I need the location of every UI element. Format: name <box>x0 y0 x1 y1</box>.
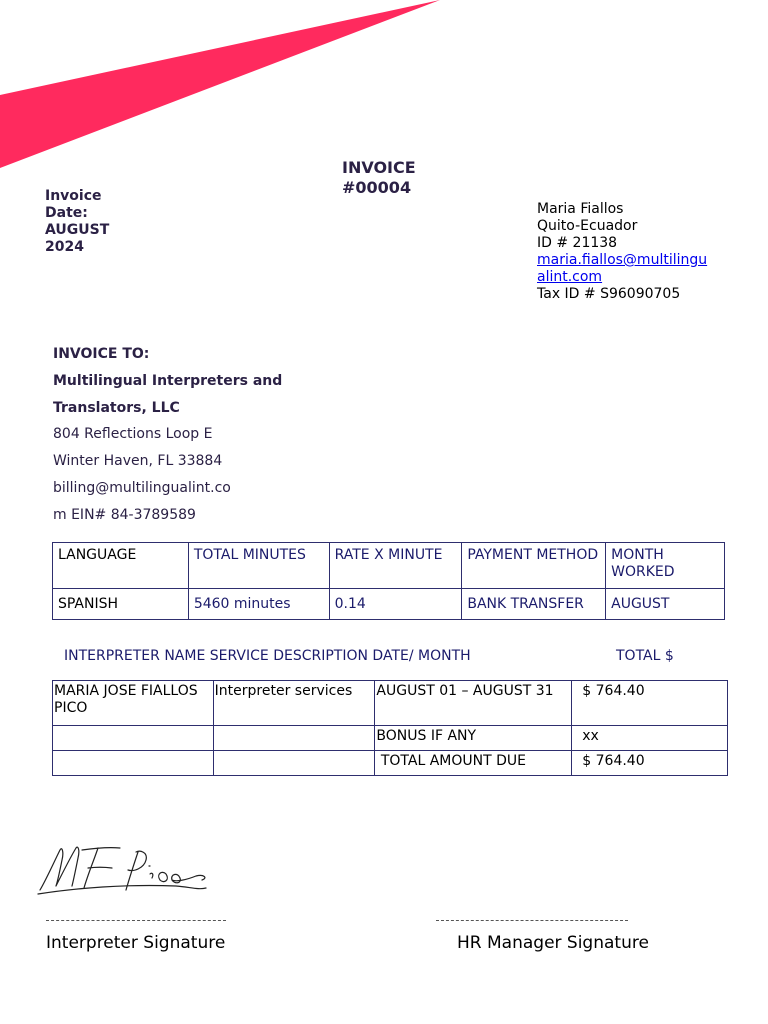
interpreter-signature-line <box>46 920 226 921</box>
invoice-number: INVOICE #00004 <box>342 158 416 197</box>
table-cell <box>213 726 375 751</box>
sender-name: Maria Fiallos <box>537 201 624 217</box>
bill-to-company-line1: Multilingual Interpreters and <box>53 372 283 389</box>
table-cell: AUGUST 01 – AUGUST 31 <box>375 681 572 726</box>
hr-signature-line <box>436 920 628 921</box>
bill-to-block <box>53 341 313 529</box>
table-cell <box>53 726 214 751</box>
summary-header-cell: PAYMENT METHOD <box>462 543 606 589</box>
table-row <box>53 751 728 776</box>
interpreter-signature-label: Interpreter Signature <box>46 933 226 953</box>
sender-tax-id: Tax ID # S96090705 <box>537 286 681 302</box>
sender-id: ID # 21138 <box>537 235 618 251</box>
table-cell: BONUS IF ANY <box>375 726 572 751</box>
sender-info <box>537 201 712 303</box>
table-cell <box>213 751 375 776</box>
summary-data-cell: 0.14 <box>329 589 462 620</box>
summary-data-cell: AUGUST <box>606 589 725 620</box>
summary-table <box>52 542 725 620</box>
services-header-total: TOTAL $ <box>616 648 674 664</box>
bill-to-heading: INVOICE TO: <box>53 346 150 362</box>
bill-to-address2: Winter Haven, FL 33884 <box>53 453 223 470</box>
table-cell: MARIA JOSE FIALLOS PICO <box>53 681 214 726</box>
table-cell: xx <box>572 726 728 751</box>
summary-header-cell: MONTH WORKED <box>606 543 725 589</box>
table-cell <box>53 751 214 776</box>
table-cell: $ 764.40 <box>572 751 728 776</box>
table-row <box>53 726 728 751</box>
bill-to-email: billing@multilingualint.co <box>53 479 231 496</box>
summary-data-row <box>53 589 725 620</box>
table-cell: $ 764.40 <box>572 681 728 726</box>
summary-header-row <box>53 543 725 589</box>
invoice-date: Invoice Date: AUGUST 2024 <box>45 188 110 255</box>
services-table <box>52 680 728 776</box>
summary-data-cell: SPANISH <box>53 589 189 620</box>
summary-header-cell: LANGUAGE <box>53 543 189 589</box>
services-header-left: INTERPRETER NAME SERVICE DESCRIPTION DATE/ MONTH <box>64 648 471 664</box>
table-row <box>53 681 728 726</box>
summary-header-cell: TOTAL MINUTES <box>188 543 329 589</box>
bill-to-company-line2: Translators, LLC <box>53 399 180 416</box>
table-cell: Interpreter services <box>213 681 375 726</box>
table-cell: TOTAL AMOUNT DUE <box>375 751 572 776</box>
summary-data-cell: 5460 minutes <box>188 589 329 620</box>
hr-signature-label: HR Manager Signature <box>457 933 649 953</box>
bill-to-ein: m EIN# 84-3789589 <box>53 506 196 523</box>
header-banner <box>0 0 768 180</box>
handwritten-signature <box>36 840 211 900</box>
summary-data-cell: BANK TRANSFER <box>462 589 606 620</box>
summary-header-cell: RATE X MINUTE <box>329 543 462 589</box>
bill-to-address1: 804 Reflections Loop E <box>53 426 213 443</box>
sender-city: Quito-Ecuador <box>537 218 638 234</box>
sender-email-link[interactable]: maria.fiallos@multilingualint.com <box>537 252 708 285</box>
